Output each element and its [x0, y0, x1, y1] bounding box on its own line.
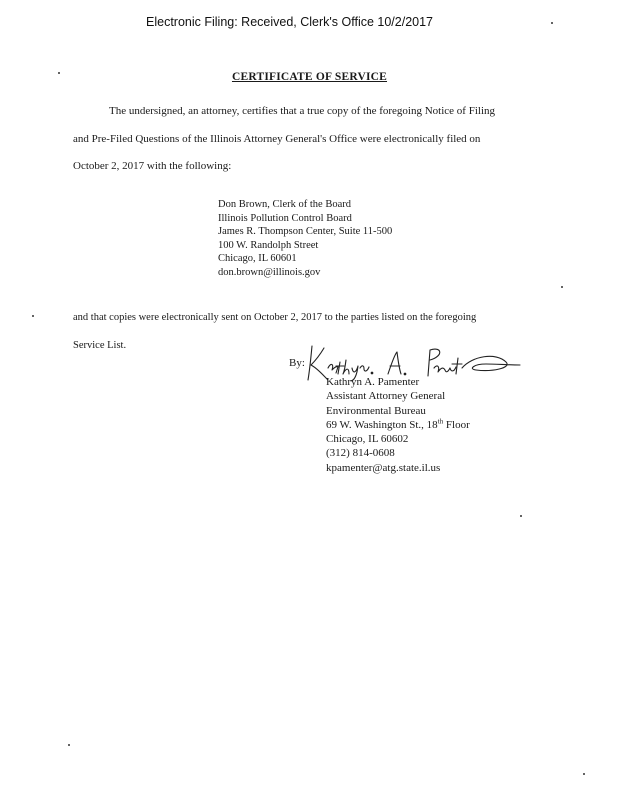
- certification-paragraph: [73, 98, 545, 181]
- attorney-name: Kathryn A. Pamenter: [326, 376, 420, 388]
- attorney-bureau: Environmental Bureau: [326, 404, 426, 417]
- recipient-line: James R. Thompson Center, Suite 11-500: [218, 226, 393, 238]
- recipient-line: 100 W. Randolph Street: [218, 239, 319, 251]
- scan-speck: [32, 315, 34, 317]
- attorney-email: kpamenter@atg.state.il.us: [326, 461, 441, 474]
- paragraph-line: and Pre-Filed Questions of the Illinois Attorney General's Office were electronically filed on: [73, 132, 481, 145]
- scan-speck: [561, 286, 563, 288]
- attorney-phone: (312) 814-0608: [326, 447, 395, 460]
- address-street: 69 W. Washington St., 18: [326, 418, 438, 431]
- scan-speck: [58, 72, 60, 74]
- recipient-email: don.brown@illinois.gov: [218, 266, 321, 278]
- recipient-line: Illinois Pollution Control Board: [218, 212, 352, 224]
- attorney-title: Assistant Attorney General: [326, 390, 446, 403]
- address-floor: Floor: [443, 418, 470, 431]
- paragraph-line: October 2, 2017 with the following:: [73, 160, 232, 172]
- recipient-line: Chicago, IL 60601: [218, 253, 297, 265]
- attorney-street-address: [326, 418, 470, 432]
- service-line: and that copies were electronically sent on October 2, 2017 to the parties listed on the foregoing: [73, 312, 477, 323]
- attorney-city: Chicago, IL 60602: [326, 433, 409, 446]
- recipient-line: Don Brown, Clerk of the Board: [218, 199, 351, 210]
- address-ordinal: th: [437, 417, 444, 426]
- scan-speck: [520, 515, 522, 517]
- certificate-title: CERTIFICATE OF SERVICE: [231, 71, 388, 83]
- by-label: By:: [289, 357, 305, 369]
- scan-speck: [68, 744, 70, 746]
- recipient-address-block: [218, 198, 392, 280]
- electronic-filing-stamp: Electronic Filing: Received, Clerk's Office 10/2/2017: [146, 15, 434, 29]
- attorney-signature-block: [326, 375, 470, 475]
- scan-speck: [551, 22, 553, 24]
- service-line: Service List.: [73, 339, 127, 351]
- paragraph-line: The undersigned, an attorney, certifies that a true copy of the foregoing Notice of Filing: [109, 105, 495, 117]
- scan-speck: [583, 773, 585, 775]
